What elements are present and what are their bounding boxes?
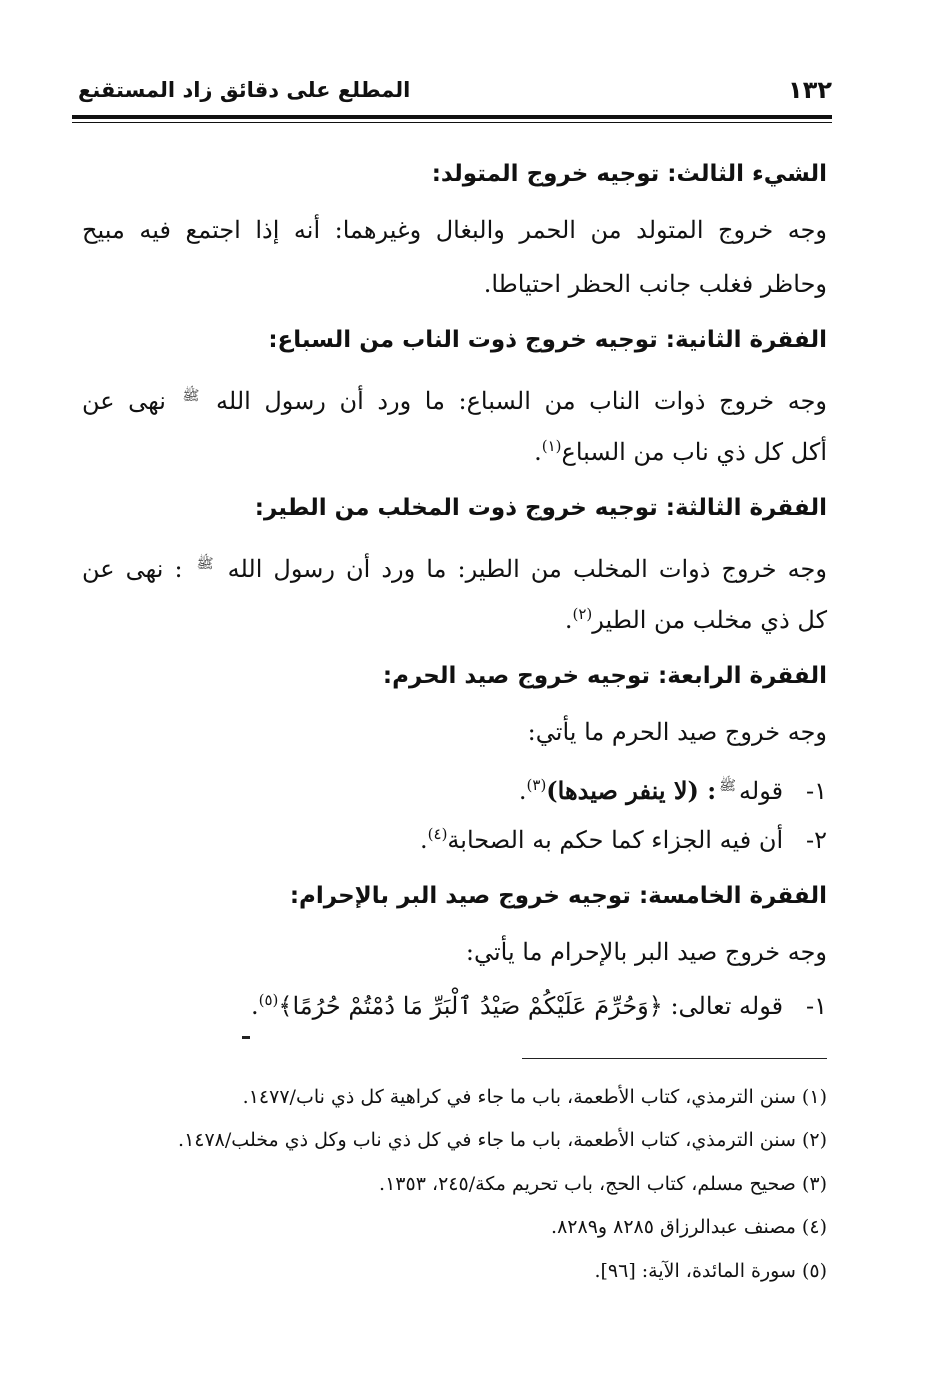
footnote-ref: (٤): [427, 825, 448, 843]
list-item: [251, 990, 827, 1022]
period: .: [518, 777, 527, 805]
footnote: (٤) مصنف عبدالرزاق ٨٢٨٥ و٨٢٨٩.: [551, 1216, 827, 1238]
text-segment: وجه خروج ذوات الناب من السباع: ما ورد أن رسول الله: [216, 387, 827, 415]
paragraph-line: وجه خروج صيد الحرم ما يأتي:: [527, 718, 827, 746]
heading-paragraph-4: الفقرة الرابعة: توجيه خروج صيد الحرم:: [382, 663, 827, 689]
period: .: [534, 438, 542, 466]
footnote-ref: (٣): [526, 776, 547, 794]
list-number: ٢-: [806, 826, 827, 854]
text-segment: قوله تعالى:: [670, 992, 784, 1020]
quran-verse: ﴿وَحُرِّمَ عَلَيْكُمْ صَيْدُ ٱلْبَرِّ مَا دُمْتُمْ حُرُمًا﴾: [278, 992, 663, 1020]
header-rule-thin: [72, 122, 832, 123]
footnote: (٣) صحيح مسلم، كتاب الحج، باب تحريم مكة/٢٤٥، ١٣٥٣.: [379, 1173, 827, 1195]
heading-third-thing: الشيء الثالث: توجيه خروج المتولد:: [431, 161, 827, 187]
header-rule-thick: [72, 115, 832, 119]
footnote: (٥) سورة المائدة، الآية: [٩٦].: [594, 1260, 827, 1282]
running-header: [70, 72, 832, 112]
paragraph-line: [82, 380, 827, 417]
paragraph-line: [534, 436, 827, 468]
heading-paragraph-2: الفقرة الثانية: توجيه خروج ذوت الناب من السباع:: [268, 327, 827, 353]
list-item: [420, 824, 827, 856]
paragraph-line: وجه خروج المتولد من الحمر والبغال وغيرهما: أنه إذا اجتمع فيه مبيح: [82, 216, 827, 244]
hadith-quote: : (لا ينفر صيدها): [546, 776, 717, 805]
salutation-glyph: ﷺ: [196, 556, 214, 572]
heading-paragraph-3: الفقرة الثالثة: توجيه خروج ذوت المخلب من الطير:: [254, 495, 827, 521]
paragraph-line: وجه خروج صيد البر بالإحرام ما يأتي:: [465, 938, 827, 966]
book-title: المطلع على دقائق زاد المستقنع: [78, 78, 411, 102]
period: .: [564, 606, 573, 634]
footnote: (٢) سنن الترمذي، كتاب الأطعمة، باب ما جاء في كل ذي ناب وكل ذي مخلب/١٤٧٨.: [178, 1129, 827, 1151]
salutation-glyph: ﷺ: [182, 388, 200, 404]
text-segment: أكل كل ذي ناب من السباع: [561, 438, 827, 466]
text-segment: كل ذي مخلب من الطير: [592, 606, 827, 634]
period: .: [250, 992, 259, 1020]
paragraph-line: وحاظر فغلب جانب الحظر احتياطا.: [483, 270, 827, 298]
page-number: ١٣٢: [788, 76, 832, 104]
list-number: ١-: [806, 777, 827, 805]
footnote-ref: (١): [541, 437, 562, 455]
paragraph-line: [82, 548, 827, 585]
text-segment: قوله: [739, 777, 784, 805]
salutation-glyph: ﷺ: [719, 778, 737, 794]
text-segment: وجه خروج ذوات المخلب من الطير: ما ورد أن رسول الله: [227, 555, 827, 583]
footnote-ref: (٥): [258, 991, 279, 1009]
heading-paragraph-5: الفقرة الخامسة: توجيه خروج صيد البر بالإحرام:: [289, 883, 827, 909]
print-mark: [242, 1036, 250, 1039]
text-segment: نهى عن: [82, 387, 166, 415]
period: .: [420, 826, 428, 854]
footnote-ref: (٢): [572, 605, 593, 623]
footnote: (١) سنن الترمذي، كتاب الأطعمة، باب ما جاء في كراهية كل ذي ناب/١٤٧٧.: [242, 1086, 827, 1108]
text-segment: أن فيه الجزاء كما حكم به الصحابة: [447, 826, 784, 854]
list-number: ١-: [806, 992, 827, 1020]
footnote-separator: [522, 1058, 827, 1059]
paragraph-line: [565, 604, 827, 636]
list-item: [519, 770, 827, 807]
text-segment: : نهى عن: [82, 555, 183, 583]
